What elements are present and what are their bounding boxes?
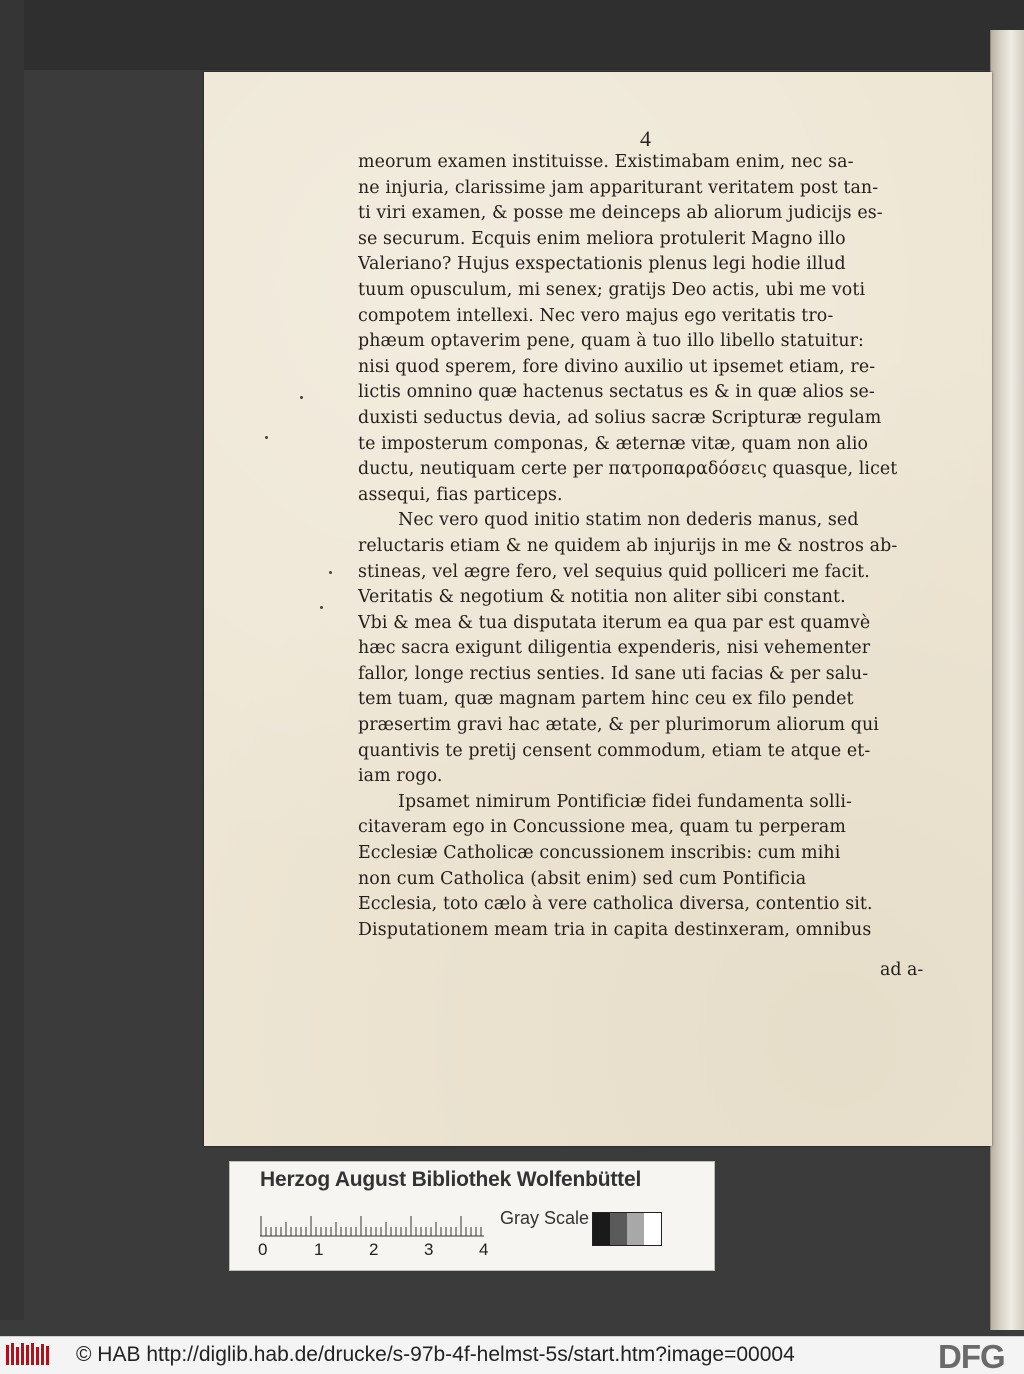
text-line: ne injuria, clarissime jam appariturant veritatem post tan- [358, 177, 879, 198]
text-line: phæum optaverim pene, quam à tuo illo libello statuitur: [358, 331, 864, 352]
dfg-logo: DFG [938, 1338, 1005, 1374]
catchword: ad a- [880, 960, 924, 980]
text-line: Vbi & mea & tua disputata iterum ea qua par est quamvè [358, 612, 871, 633]
library-color-label [229, 1161, 715, 1271]
measurement-ruler [260, 1214, 484, 1238]
text-line: stineas, vel ægre fero, vel sequius quid polliceri me facit. [358, 561, 870, 582]
paragraph-1 [358, 150, 944, 508]
paragraph-2 [358, 508, 944, 790]
text-line: hæc sacra exigunt diligentia expenderis, nisi vehementer [358, 638, 871, 659]
grayscale-swatch [644, 1213, 661, 1245]
text-line: Ecclesiæ Catholicæ concussionem inscribis: cum mihi [358, 843, 841, 864]
ruler-number: 4 [479, 1240, 489, 1259]
ruler-number: 1 [314, 1240, 324, 1259]
source-url[interactable]: © HAB http://diglib.hab.de/drucke/s-97b-4f-helmst-5s/start.htm?image=00004 [76, 1343, 795, 1366]
paper-speck [265, 436, 268, 439]
text-line: præsertim gravi hac ætate, & per plurimorum aliorum qui [358, 715, 879, 736]
text-line: nisi quod sperem, fore divino auxilio ut ipsemet etiam, re- [358, 356, 876, 377]
text-line: ti viri examen, & posse me deinceps ab aliorum judicijs es- [358, 203, 883, 224]
text-line: reluctaris etiam & ne quidem ab injurijs in me & nostros ab- [358, 535, 898, 556]
text-line: te imposterum componas, & æternæ vitæ, quam non alio [358, 433, 869, 454]
viewer-footer [0, 1336, 1024, 1374]
text-line: compotem intellexi. Nec vero majus ego veritatis tro- [358, 305, 834, 326]
library-name: Herzog August Bibliothek Wolfenbüttel [260, 1168, 642, 1191]
grayscale-swatch [610, 1213, 627, 1245]
book-spine [990, 30, 1024, 1330]
text-line: Nec vero quod initio statim non dederis manus, sed [398, 510, 859, 531]
paper-speck [320, 606, 323, 609]
text-line: Ecclesia, toto cælo à vere catholica diversa, contentio sit. [358, 894, 873, 915]
ruler-ticks [260, 1214, 484, 1238]
text-line: ductu, neutiquam certe per πατροπαραδόσεις quasque, licet [358, 459, 898, 480]
grayscale-label: Gray Scale [500, 1208, 590, 1228]
page-number: 4 [640, 126, 651, 151]
text-line: quantivis te pretij censent commodum, etiam te atque et- [358, 740, 871, 761]
grayscale-swatch [627, 1213, 644, 1245]
text-line: Ipsamet nimirum Pontificiæ fidei fundamenta solli- [398, 791, 853, 812]
text-line: assequi, fias particeps. [358, 484, 563, 505]
grayscale-swatch [593, 1213, 610, 1245]
text-line: lictis omnino quæ hactenus sectatus es & in quæ alios se- [358, 382, 875, 403]
text-line: duxisti seductus devia, ad solius sacræ Scripturæ regulam [358, 407, 882, 428]
text-line: tem tuam, quæ magnam partem hinc ceu ex filo pendet [358, 689, 854, 710]
text-line: fallor, longe rectius senties. Id sane uti facias & per salu- [358, 663, 869, 684]
backing-board-top [0, 0, 1024, 70]
grayscale-swatches [592, 1212, 662, 1246]
paper-speck [329, 571, 332, 574]
backing-board-left [0, 0, 24, 1320]
ruler-numbers [254, 1240, 514, 1262]
text-line: meorum examen instituisse. Existimabam enim, nec sa- [358, 152, 854, 172]
paragraph-3 [358, 790, 944, 944]
text-line: Valeriano? Hujus exspectationis plenus legi hodie illud [358, 254, 846, 275]
text-line: iam rogo. [358, 766, 443, 787]
text-line: Veritatis & negotium & notitia non aliter sibi constant. [358, 587, 846, 608]
text-line: citaveram ego in Concussione mea, quam tu perperam [358, 817, 846, 838]
ruler-number: 2 [369, 1240, 379, 1259]
page-text [358, 150, 944, 943]
text-line: tuum opusculum, mi senex; gratijs Deo actis, ubi me voti [358, 279, 866, 300]
paper-speck [300, 396, 303, 399]
hab-logo-icon [6, 1341, 50, 1369]
text-line: Disputationem meam tria in capita destinxeram, omnibus [358, 919, 872, 940]
text-line: non cum Catholica (absit enim) sed cum Pontificia [358, 868, 807, 889]
text-line: se securum. Ecquis enim meliora protulerit Magno illo [358, 228, 846, 249]
ruler-number: 3 [424, 1240, 434, 1259]
ruler-number: 0 [258, 1240, 268, 1259]
